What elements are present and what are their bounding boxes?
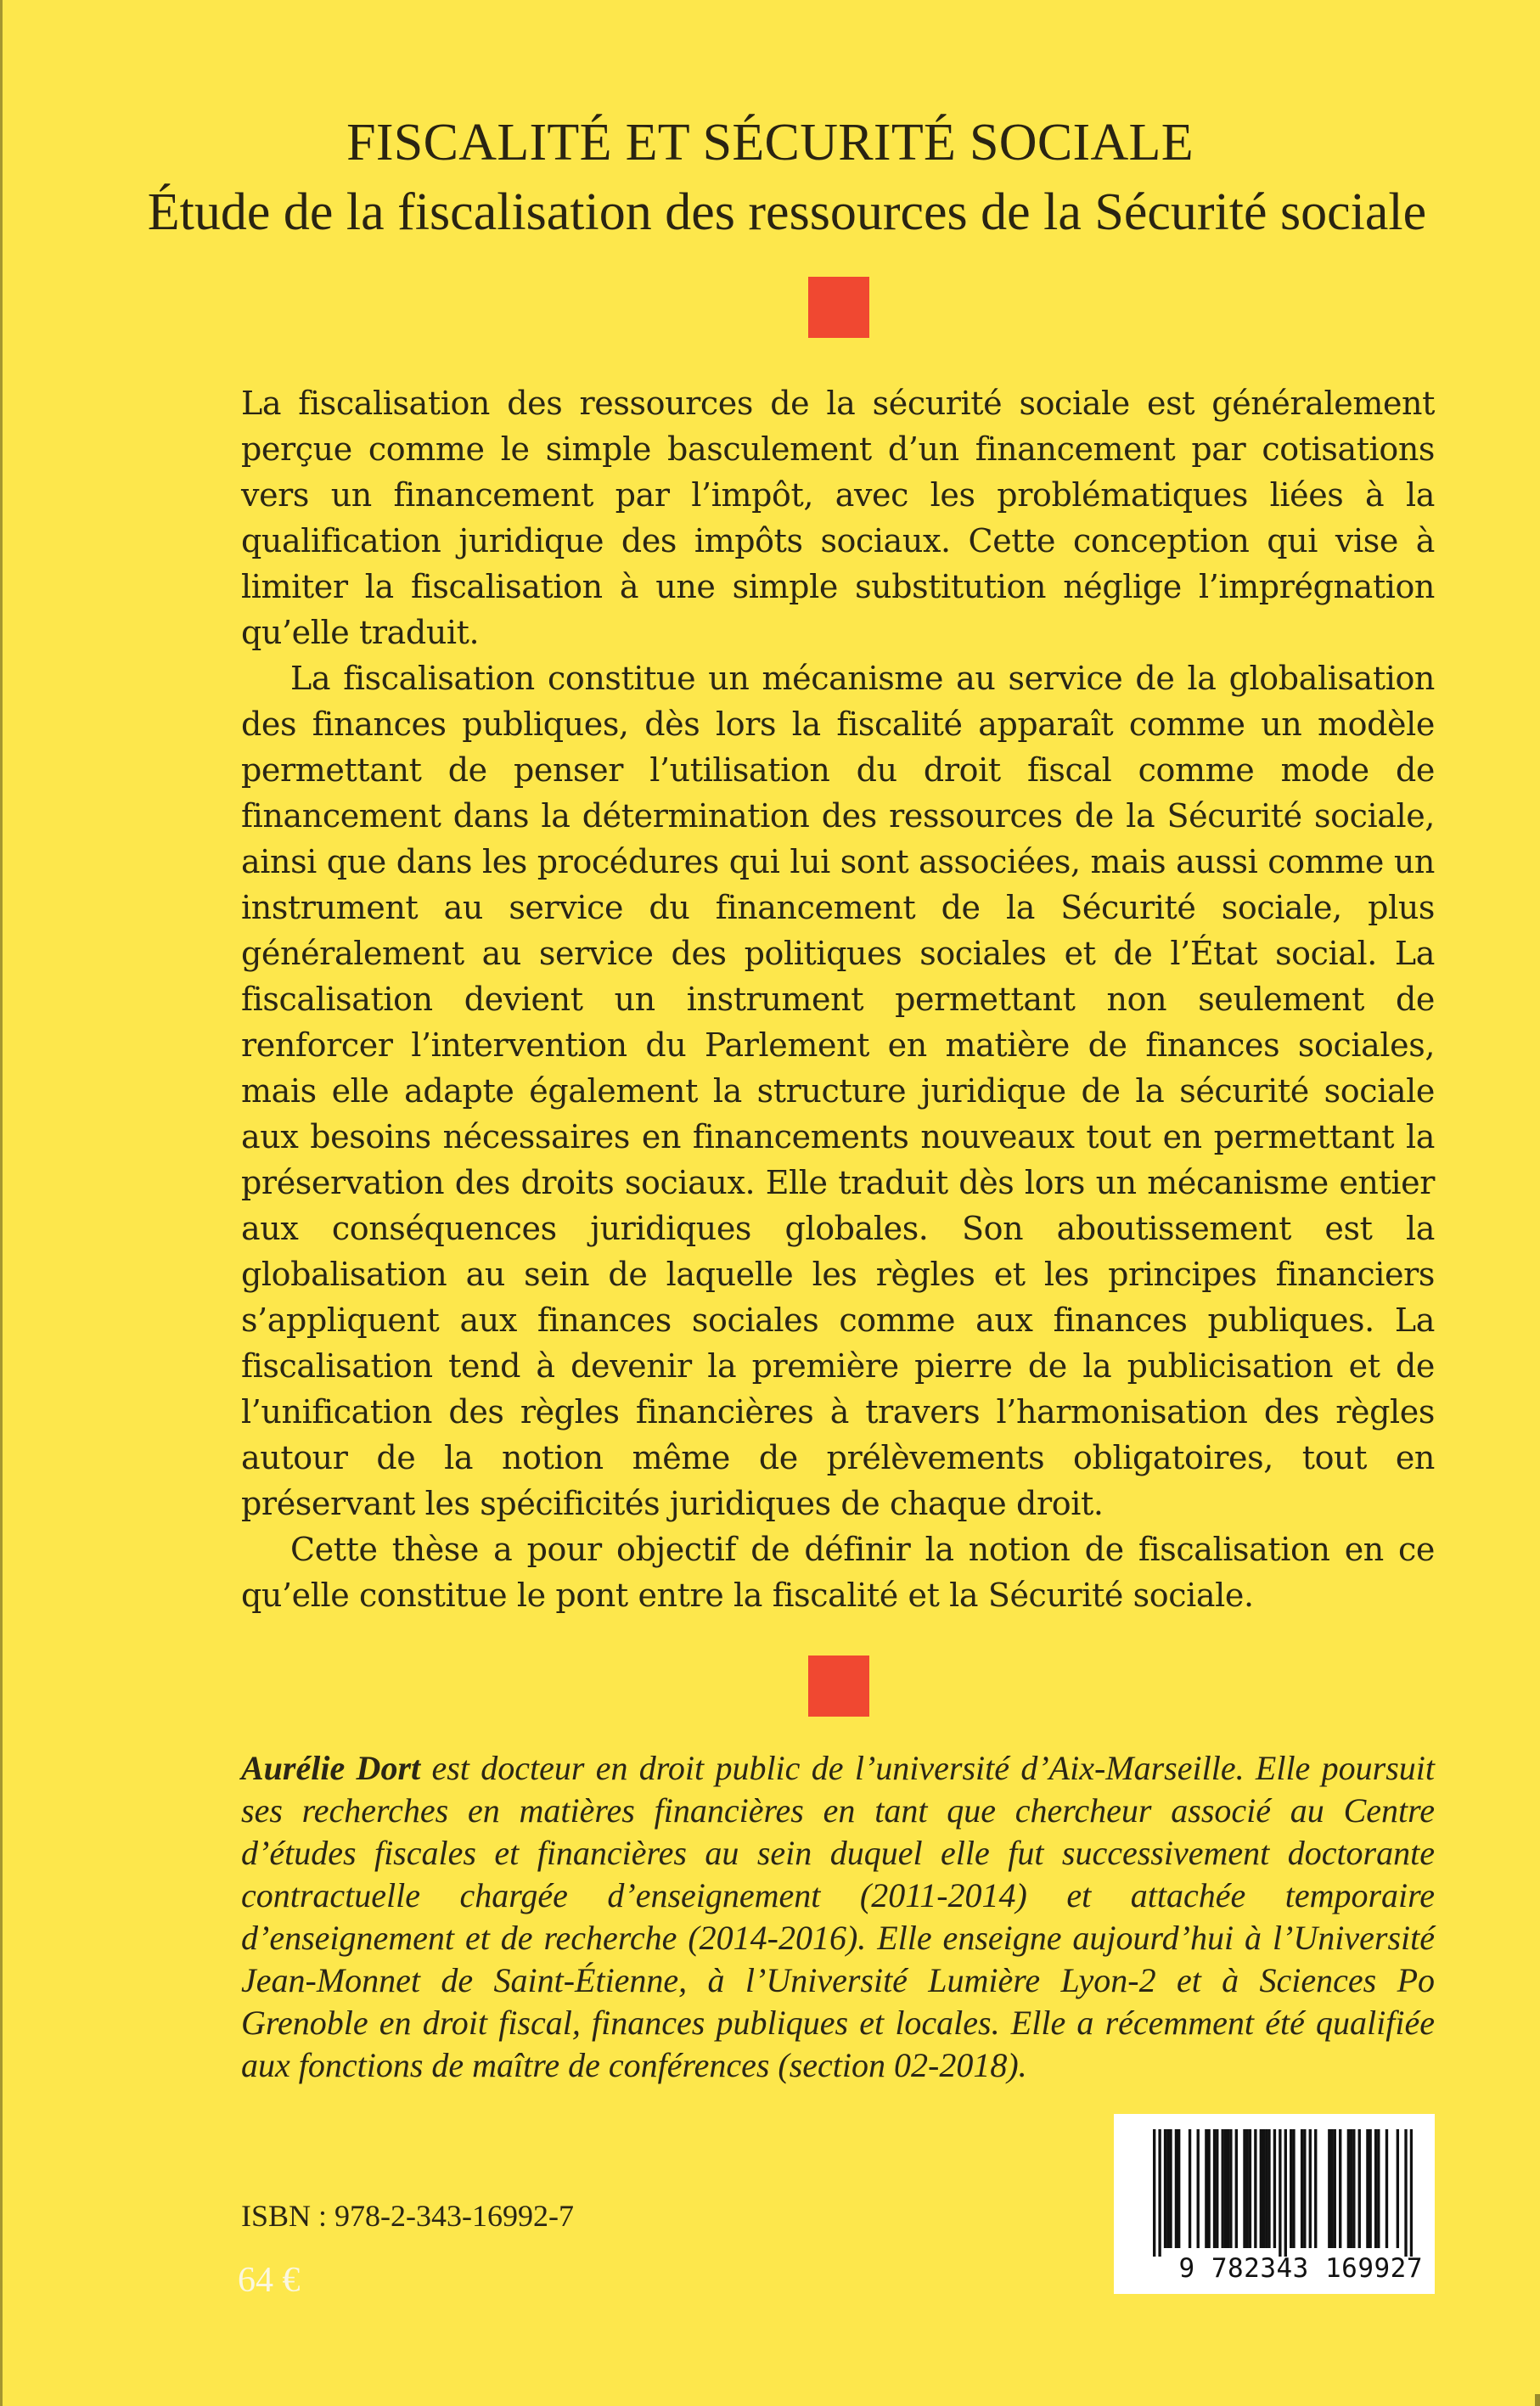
barcode-bar [1197, 2129, 1200, 2248]
barcode-bar [1366, 2129, 1369, 2248]
barcode-bar [1404, 2129, 1407, 2257]
barcode-bar [1164, 2129, 1166, 2248]
barcode-bar [1350, 2129, 1352, 2248]
barcode-bar [1284, 2129, 1287, 2257]
barcode-bar [1260, 2129, 1262, 2248]
barcode-bar [1169, 2129, 1172, 2248]
barcode-bar [1158, 2129, 1161, 2257]
author-bio [241, 1747, 1435, 2087]
barcode-bar [1254, 2129, 1256, 2248]
barcode-bar [1207, 2129, 1210, 2248]
barcode-bar [1177, 2129, 1180, 2248]
barcode-bar [1153, 2129, 1155, 2257]
summary-paragraph-1: La fiscalisation des ressources de la sécurité sociale est généralement perçue comme le simple basculement d’un financement par cotisations vers un financement par l’impôt, avec les problématiques liées à la qualification juridique des impôts sociaux. Cette conception qui vise à limiter la fiscalisation à une simple substitution néglige l’imprégnation qu’elle traduit. [241, 385, 1435, 651]
barcode-bar [1328, 2129, 1330, 2248]
barcode-bar [1352, 2129, 1355, 2248]
book-subtitle: Étude de la fiscalisation des ressources de la Sécurité sociale [147, 183, 1427, 241]
isbn-label: ISBN : 978-2-343-16992-7 [241, 2199, 574, 2233]
price-label: 64 € [238, 2261, 301, 2300]
barcode-bar [1369, 2129, 1371, 2248]
barcode-bar [1385, 2129, 1388, 2248]
summary-paragraph-2: La fiscalisation constitue un mécanisme au service de la globalisation des finances publiques, dès lors la fiscalité apparaît comme un modèle permettant de penser l’utilisation du droit fiscal comme mode de financement dans la détermination des ressources de la Sécurité sociale, ainsi que dans les procédures qui lui sont associées, mais aussi comme un instrument au service du financement de la Sécurité sociale, plus généralement au service des politiques sociales et de l’État social. La fiscalisation devient un instrument permettant non seulement de renforcer l’intervention du Parlement en matière de finances sociales, mais elle adapte également la structure juridique de la sécurité sociale aux besoins nécessaires en financements nouveaux tout en permettant la préservation des droits sociaux. Elle traduit dès lors un mécanisme entier aux conséquences juridiques globales. Son aboutissement est la globalisation au sein de laquelle les règles et les principes financiers s’appliquent aux finances sociales comme aux finances publiques. La fiscalisation tend à devenir la première pierre de la publicisation et de l’unification des règles financières à travers l’harmonisation des règles autour de la notion même de prélèvements obligatoires, tout en préservant les spécificités juridiques de chaque droit. [241, 660, 1435, 1522]
barcode-bar [1213, 2129, 1216, 2248]
barcode-bar [1227, 2129, 1229, 2248]
author-bio-text: est docteur en droit public de l’université d’Aix-Marseille. Elle poursuit ses recherches en matières financières en tant que chercheur associé au Centre d’études fiscales et financières au sein duquel elle fut successivement doctorante contractuelle chargée d’enseignement (2011-2014) et attachée temporaire d’enseignement et de recherche (2014-2016). Elle enseigne aujourd’hui à l’Université Jean-Monnet de Saint-Étienne, à l’Université Lumière Lyon-2 et à Sciences Po Grenoble en droit fiscal, finances publiques et locales. Elle a récemment été qualifiée aux fonctions de maître de conférences (section 02-2018). [241, 1749, 1435, 2084]
barcode-bar [1273, 2129, 1276, 2248]
barcode-bar [1267, 2129, 1270, 2248]
summary-paragraph-3: Cette thèse a pour objectif de définir la notion de fiscalisation en ce qu’elle constitue le pont entre la fiscalité et la Sécurité sociale. [241, 1531, 1435, 1614]
author-name: Aurélie Dort [241, 1749, 421, 1787]
barcode-bar [1309, 2129, 1312, 2248]
barcode-bar [1410, 2129, 1413, 2257]
barcode-bar [1262, 2129, 1265, 2248]
barcode-bar [1339, 2129, 1341, 2248]
barcode-bar [1235, 2129, 1238, 2248]
barcode-bar [1330, 2129, 1333, 2248]
barcode-icon [1153, 2129, 1413, 2257]
barcode-bar [1279, 2129, 1281, 2257]
barcode [1114, 2114, 1435, 2294]
barcode-bar [1205, 2129, 1207, 2248]
summary-text [241, 380, 1435, 1618]
barcode-bar [1246, 2129, 1249, 2248]
barcode-bar [1377, 2129, 1380, 2248]
page-edge-corner [1535, 2394, 1540, 2406]
barcode-bar [1243, 2129, 1245, 2248]
barcode-bar [1166, 2129, 1169, 2248]
barcode-bar [1347, 2129, 1350, 2248]
barcode-bar [1358, 2129, 1361, 2248]
book-title: FISCALITÉ ET SÉCURITÉ SOCIALE [346, 114, 1194, 171]
separator-square-top [808, 277, 869, 338]
page-edge-left [0, 0, 3, 2406]
barcode-bar [1229, 2129, 1232, 2248]
barcode-bar [1314, 2129, 1317, 2248]
barcode-bar [1189, 2129, 1191, 2248]
barcode-bar [1175, 2129, 1177, 2248]
barcode-bar [1216, 2129, 1218, 2248]
separator-square-bottom [808, 1656, 869, 1717]
barcode-bar [1249, 2129, 1251, 2248]
barcode-bar [1224, 2129, 1227, 2248]
barcode-bar [1374, 2129, 1377, 2248]
barcode-bar [1290, 2129, 1292, 2248]
barcode-bar [1303, 2129, 1306, 2248]
barcode-bar [1222, 2129, 1224, 2248]
barcode-bar [1265, 2129, 1267, 2248]
barcode-number: 9 782343 169927 [1178, 2253, 1423, 2284]
barcode-bar [1334, 2129, 1336, 2248]
barcode-bar [1292, 2129, 1295, 2248]
barcode-bar [1397, 2129, 1399, 2248]
barcode-bar [1301, 2129, 1303, 2248]
